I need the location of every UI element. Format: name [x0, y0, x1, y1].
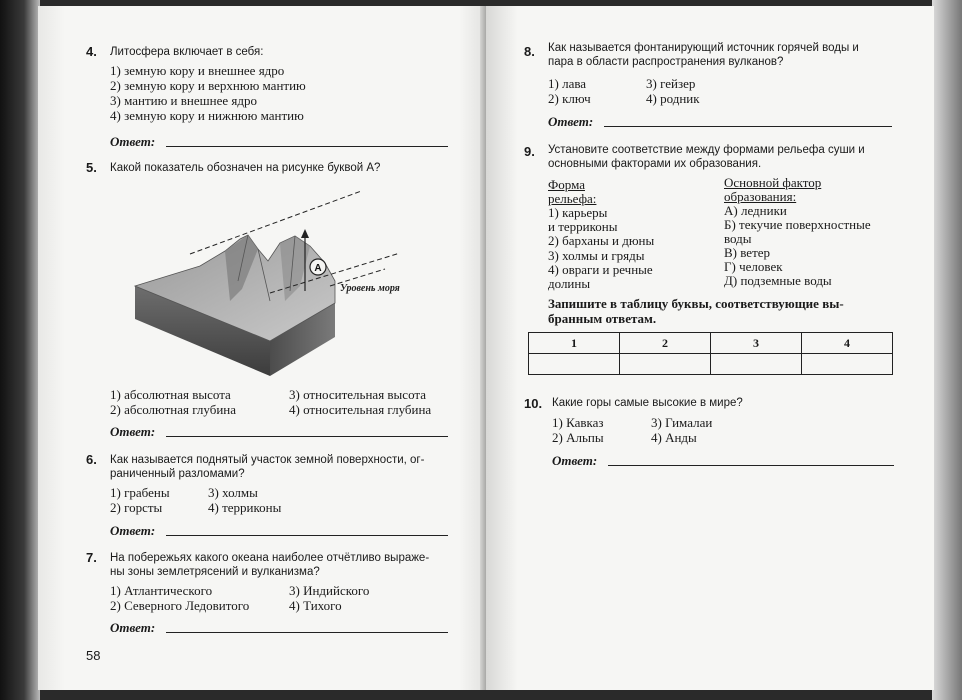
- q9-col1-item-3: 2) барханы и дюны: [548, 233, 655, 248]
- q4-option-2: 2) земную кору и верхнюю мантию: [110, 78, 306, 93]
- q10-option-4: 4) Анды: [651, 430, 697, 445]
- book-edge-right: [932, 0, 962, 700]
- q6-option-3: 3) холмы: [208, 485, 258, 500]
- marker-a-label: А: [314, 263, 322, 274]
- q10-answer-label: Ответ:: [552, 453, 598, 468]
- q8-option-1: 1) лава: [548, 76, 587, 91]
- q7-option-1: 1) Атлантического: [110, 583, 213, 598]
- q9-answer-table: [528, 332, 893, 375]
- q5-option-1: 1) абсолютная высота: [110, 387, 231, 402]
- relief-figure: [130, 191, 420, 381]
- q9-col2-item-3: воды: [724, 231, 752, 246]
- q9-number: 9.: [524, 144, 535, 159]
- q6-option-4: 4) терриконы: [208, 500, 282, 515]
- q9-table-header-1: 1: [529, 333, 620, 354]
- q5-text: Какой показатель обозначен на рисунке буквой А?: [110, 162, 381, 174]
- q8-answer-label: Ответ:: [548, 114, 594, 129]
- q8-option-3: 3) гейзер: [646, 76, 696, 91]
- q9-col1-header-1: Форма: [548, 177, 585, 192]
- q9-table-header-row: [529, 333, 893, 354]
- q9-table-cell-4[interactable]: [802, 354, 893, 375]
- q9-col1-item-2: и терриконы: [548, 219, 618, 234]
- q6-answer-label: Ответ:: [110, 523, 156, 538]
- q10-option-3: 3) Гималаи: [651, 415, 713, 430]
- right-page: [486, 6, 934, 690]
- q9-col1-item-1: 1) карьеры: [548, 205, 608, 220]
- q10-text: Какие горы самые высокие в мире?: [552, 397, 743, 409]
- q9-col1-item-6: долины: [548, 276, 591, 291]
- q10-number: 10.: [524, 396, 543, 411]
- q10-option-2: 2) Альпы: [552, 430, 604, 445]
- page-number: 58: [86, 648, 101, 663]
- q5-number: 5.: [86, 160, 97, 175]
- q6-option-2: 2) горсты: [110, 500, 163, 515]
- q9-text-line-1: Установите соответствие между формами рельефа суши и: [548, 144, 865, 156]
- q7-text-line-2: ны зоны землетрясений и вулканизма?: [110, 566, 320, 578]
- q7-option-2: 2) Северного Ледовитого: [110, 598, 250, 613]
- q7-text-line-1: На побережьях какого океана наиболее отчётливо выраже-: [110, 552, 430, 564]
- q10-answer-line[interactable]: [608, 465, 894, 466]
- q9-col1-header-2: рельефа:: [548, 191, 597, 206]
- q7-answer-label: Ответ:: [110, 620, 156, 635]
- q8-option-2: 2) ключ: [548, 91, 591, 106]
- q9-col1-item-5: 4) овраги и речные: [548, 262, 653, 277]
- q9-col2-item-4: В) ветер: [724, 245, 771, 260]
- q5-answer-label: Ответ:: [110, 424, 156, 439]
- q4-answer-label: Ответ:: [110, 134, 156, 149]
- q9-col2-item-6: Д) подземные воды: [724, 273, 832, 288]
- q5-option-3: 3) относительная высота: [289, 387, 427, 402]
- q9-instruction-line-1: Запишите в таблицу буквы, соответствующие вы-: [548, 296, 844, 311]
- q9-text-line-2: основными факторами их образования.: [548, 158, 762, 170]
- q7-answer-line[interactable]: [166, 632, 448, 633]
- q9-col2-item-1: А) ледники: [724, 203, 787, 218]
- q6-option-1: 1) грабены: [110, 485, 170, 500]
- q5-answer-line[interactable]: [166, 436, 448, 437]
- q8-option-4: 4) родник: [646, 91, 700, 106]
- q5-option-2: 2) абсолютная глубина: [110, 402, 237, 417]
- q6-text-line-1: Как называется поднятый участок земной поверхности, ог-: [110, 454, 425, 466]
- q6-text-line-2: раниченный разломами?: [110, 468, 245, 480]
- q9-col2-item-5: Г) человек: [724, 259, 783, 274]
- q4-option-4: 4) земную кору и нижнюю мантию: [110, 108, 304, 123]
- q9-table-cell-2[interactable]: [620, 354, 711, 375]
- q9-col1-item-4: 3) холмы и гряды: [548, 248, 645, 263]
- q6-number: 6.: [86, 452, 97, 467]
- q4-option-3: 3) мантию и внешнее ядро: [110, 93, 257, 108]
- q8-text-line-2: пара в области распространения вулканов?: [548, 56, 784, 68]
- q8-text-line-1: Как называется фонтанирующий источник горячей воды и: [548, 42, 859, 54]
- q8-number: 8.: [524, 44, 535, 59]
- q9-table-cell-3[interactable]: [711, 354, 802, 375]
- q9-col2-header-2: образования:: [724, 189, 797, 204]
- q9-table-header-3: 3: [711, 333, 802, 354]
- sea-level-label: Уровень моря: [340, 283, 400, 294]
- q9-table-header-4: 4: [802, 333, 893, 354]
- q4-option-1: 1) земную кору и внешнее ядро: [110, 63, 285, 78]
- left-page: [38, 6, 486, 690]
- q9-instruction-line-2: бранным ответам.: [548, 311, 657, 326]
- q6-answer-line[interactable]: [166, 535, 448, 536]
- q4-number: 4.: [86, 44, 97, 59]
- q5-option-4: 4) относительная глубина: [289, 402, 432, 417]
- q9-col2-header-1: Основной фактор: [724, 175, 822, 190]
- q9-col2-item-2: Б) текучие поверхностные: [724, 217, 871, 232]
- q8-answer-line[interactable]: [604, 126, 892, 127]
- q10-option-1: 1) Кавказ: [552, 415, 604, 430]
- q7-option-4: 4) Тихого: [289, 598, 342, 613]
- q4-answer-line[interactable]: [166, 146, 448, 147]
- q4-text: Литосфера включает в себя:: [110, 46, 264, 58]
- q7-option-3: 3) Индийского: [289, 583, 370, 598]
- q7-number: 7.: [86, 550, 97, 565]
- q9-table-header-2: 2: [620, 333, 711, 354]
- book-edge-left: [0, 0, 40, 700]
- q9-table-cell-1[interactable]: [529, 354, 620, 375]
- q9-table-answer-row: [529, 354, 893, 375]
